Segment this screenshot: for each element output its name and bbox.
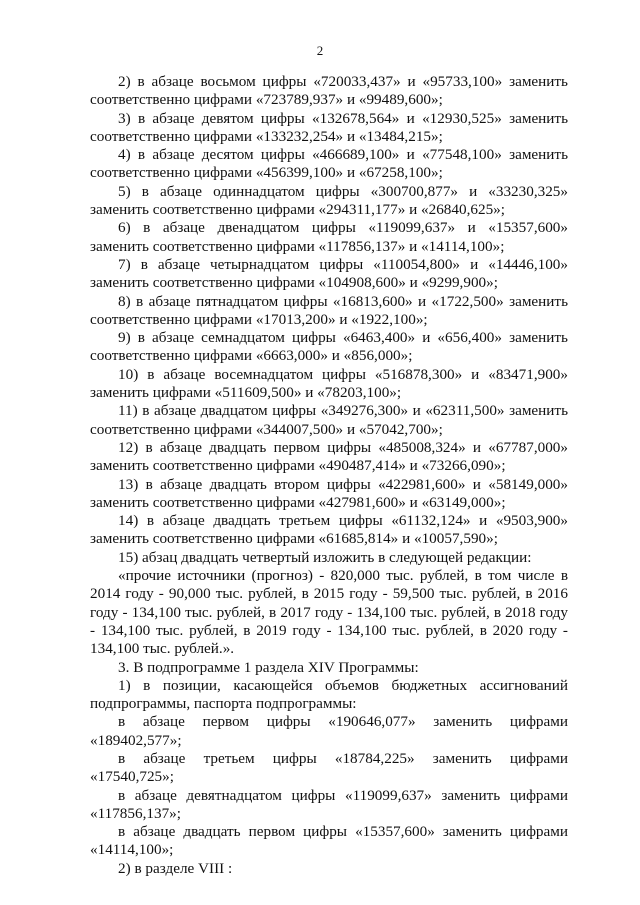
paragraph-item-4: 4) в абзаце десятом цифры «466689,100» и «77548,100» заменить соответственно цифрами «456399,100» и «67258,100»; [90, 146, 568, 182]
subitem-paragraph-nineteenth: в абзаце девятнадцатом цифры «119099,637» заменить цифрами «117856,137»; [90, 786, 568, 822]
subitem-paragraph-third: в абзаце третьем цифры «18784,225» заменить цифрами «17540,725»; [90, 749, 568, 786]
paragraph-item-8: 8) в абзаце пятнадцатом цифры «16813,600» и «1722,500» заменить соответственно цифрами «17013,200» и «1922,100»; [90, 292, 568, 328]
paragraph-item-9: 9) в абзаце семнадцатом цифры «6463,400» и «656,400» заменить соответственно цифрами «6663,000» и «856,000»; [90, 329, 568, 365]
paragraph-item-11: 11) в абзаце двадцатом цифры «349276,300» и «62311,500» заменить соответственно цифрами «344007,500» и «57042,700»; [90, 402, 568, 438]
paragraph-item-5: 5) в абзаце одиннадцатом цифры «300700,877» и «33230,325» заменить соответственно цифрами «294311,177» и «26840,625»; [90, 182, 568, 219]
paragraph-item-12: 12) в абзаце двадцать первом цифры «485008,324» и «67787,000» заменить соответственно цифрами «490487,414» и «73266,090»; [90, 438, 568, 475]
subitem-paragraph-first: в абзаце первом цифры «190646,077» заменить цифрами «189402,577»; [90, 713, 568, 749]
paragraph-item-13: 13) в абзаце двадцать втором цифры «422981,600» и «58149,000» заменить соответственно цифрами «427981,600» и «63149,000»; [90, 475, 568, 511]
section-heading-subprogram-1: 3. В подпрограмме 1 раздела XIV Программы: [118, 658, 419, 676]
quoted-new-text: «прочие источники (прогноз) - 820,000 тыс. рублей, в том числе в 2014 году - 90,000 тыс. рублей, в 2015 году - 59,500 тыс. рублей, в 2016 году - 134,100 тыс. рублей, в 2017 году - 134,100 тыс. рублей, в 2018 году - 134,100 тыс. рублей, в 2019 году - 134,100 тыс. рублей, в 2020 году - 134,100 тыс. рублей.». [90, 567, 568, 658]
document-body [90, 73, 568, 878]
paragraph-item-10: 10) в абзаце восемнадцатом цифры «516878,300» и «83471,900» заменить цифрами «511609,500» и «78203,100»; [90, 365, 568, 402]
paragraph-item-6: 6) в абзаце двенадцатом цифры «119099,637» и «15357,600» заменить соответственно цифрами «117856,137» и «14114,100»; [90, 219, 568, 255]
page-number: 2 [316, 43, 324, 58]
paragraph-item-14: 14) в абзаце двадцать третьем цифры «61132,124» и «9503,900» заменить соответственно цифрами «61685,814» и «10057,590»; [90, 512, 568, 548]
paragraph-item-3: 3) в абзаце девятом цифры «132678,564» и «12930,525» заменить соответственно цифрами «133232,254» и «13484,215»; [90, 109, 568, 145]
paragraph-item-15: 15) абзац двадцать четвертый изложить в следующей редакции: [118, 548, 532, 566]
paragraph-item-2: 2) в абзаце восьмом цифры «720033,437» и «95733,100» заменить соответственно цифрами «723789,937» и «99489,600»; [90, 73, 568, 109]
paragraph-item-7: 7) в абзаце четырнадцатом цифры «110054,800» и «14446,100» заменить соответственно цифрами «104908,600» и «9299,900»; [90, 255, 568, 292]
subitem-1-passport: 1) в позиции, касающейся объемов бюджетных ассигнований подпрограммы, паспорта подпрограммы: [90, 676, 568, 713]
subitem-2-section-viii: 2) в разделе VIII : [118, 859, 233, 877]
subitem-paragraph-twenty-first: в абзаце двадцать первом цифры «15357,600» заменить цифрами «14114,100»; [90, 823, 568, 859]
